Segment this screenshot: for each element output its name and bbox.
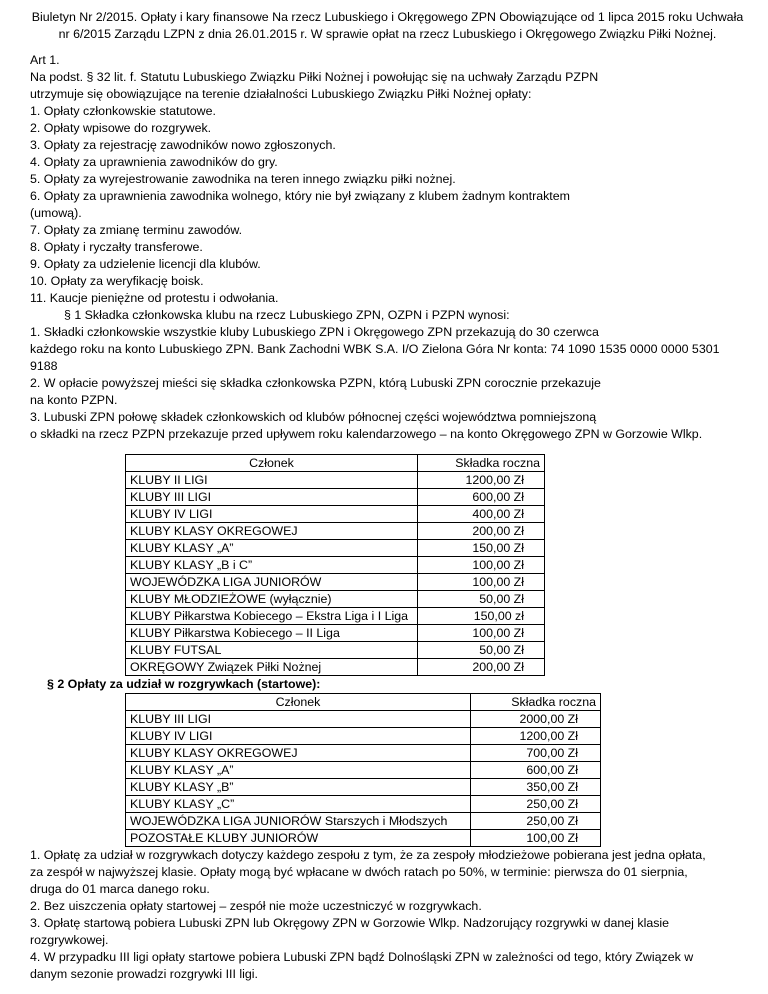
article-line: 2. Opłaty wpisowe do rozgrywek. <box>30 121 212 135</box>
article-1 <box>30 52 745 307</box>
section-1-line: 1. Składki członkowskie wszystkie kluby Lubuskiego ZPN i Okręgowego ZPN przekazują do 30 czerwca <box>30 325 599 339</box>
article-line: 8. Opłaty i ryczałty transferowe. <box>30 240 203 254</box>
fee-cell: 2000,00 Zł <box>471 711 601 728</box>
table-row <box>126 659 545 676</box>
member-cell: KLUBY KLASY „B i C” <box>126 557 418 574</box>
article-line: (umową). <box>30 206 82 220</box>
member-cell: KLUBY IV LIGI <box>126 506 418 523</box>
table-row <box>126 625 545 642</box>
table-row <box>126 472 545 489</box>
table-row <box>126 523 545 540</box>
fee-cell: 150,00 zł <box>418 608 545 625</box>
member-cell: KLUBY Piłkarstwa Kobiecego – II Liga <box>126 625 418 642</box>
article-line: 6. Opłaty za uprawnienia zawodnika wolnego, który nie był związany z klubem żadnym kontraktem <box>30 189 570 203</box>
fee-cell: 600,00 Zł <box>418 489 545 506</box>
table-row <box>126 642 545 659</box>
fee-cell: 250,00 Zł <box>471 813 601 830</box>
document-title: Biuletyn Nr 2/2015. Opłaty i kary finansowe Na rzecz Lubuskiego i Okręgowego ZPN Obowiązujące od 1 lipca 2015 roku Uchwała nr 6/2015 Zarządu LZPN z dnia 26.01.2015 r. W sprawie opłat na rzecz Lubuskiego i Okręgowego Związku Piłki Nożnej. <box>31 10 744 41</box>
member-cell: KLUBY III LIGI <box>126 711 471 728</box>
member-cell: OKRĘGOWY Związek Piłki Nożnej <box>126 659 418 676</box>
section-2-line: 4. W przypadku III ligi opłaty startowe pobiera Lubuski ZPN bądź Dolnośląski ZPN w zależności od tego, który Związek w <box>30 950 694 964</box>
section-2-line: danym sezonie prowadzi rozgrywki III ligi. <box>30 967 258 981</box>
fee-cell: 200,00 Zł <box>418 659 545 676</box>
start-fee-table <box>125 693 601 847</box>
table-row <box>126 608 545 625</box>
fee-cell: 250,00 Zł <box>471 796 601 813</box>
table-row <box>126 813 601 830</box>
table-row <box>126 557 545 574</box>
member-cell: KLUBY KLASY OKREGOWEJ <box>126 523 418 540</box>
member-cell: KLUBY KLASY „A” <box>126 762 471 779</box>
article-line: 11. Kaucje pieniężne od protestu i odwołania. <box>30 291 279 305</box>
fee-cell: 100,00 Zł <box>418 557 545 574</box>
member-column-header: Członek <box>126 694 471 711</box>
table-row <box>126 574 545 591</box>
fee-cell: 1200,00 Zł <box>471 728 601 745</box>
table-row <box>126 591 545 608</box>
section-2-line: druga do 01 marca danego roku. <box>30 882 210 896</box>
article-line: 5. Opłaty za wyrejestrowanie zawodnika na teren innego związku piłki nożnej. <box>30 172 456 186</box>
fee-cell: 100,00 Zł <box>471 830 601 847</box>
table-row <box>126 711 601 728</box>
fee-cell: 100,00 Zł <box>418 625 545 642</box>
table-header-row <box>126 455 545 472</box>
article-line: 3. Opłaty za rejestrację zawodników nowo zgłoszonych. <box>30 138 336 152</box>
table-row <box>126 779 601 796</box>
article-line: 10. Opłaty za weryfikację boisk. <box>30 274 204 288</box>
member-cell: KLUBY IV LIGI <box>126 728 471 745</box>
table-row <box>126 489 545 506</box>
article-line: utrzymuje się obowiązujące na terenie działalności Lubuskiego Związku Piłki Nożnej opłaty: <box>30 87 532 101</box>
section-2-line: 2. Bez uiszczenia opłaty startowej – zespół nie może uczestniczyć w rozgrywkach. <box>30 899 482 913</box>
fee-cell: 100,00 Zł <box>418 574 545 591</box>
member-cell: KLUBY III LIGI <box>126 489 418 506</box>
member-cell: KLUBY KLASY „A” <box>126 540 418 557</box>
member-cell: KLUBY II LIGI <box>126 472 418 489</box>
article-line: Na podst. § 32 lit. f. Statutu Lubuskiego Związku Piłki Nożnej i powołując się na uchwały Zarządu PZPN <box>30 70 599 84</box>
section-1-line: na konto PZPN. <box>30 393 118 407</box>
member-cell: KLUBY MŁODZIEŻOWE (wyłącznie) <box>126 591 418 608</box>
section-2-line: za zespół w najwyższej klasie. Opłaty mogą być wpłacane w dwóch ratach po 50%, w terminie: pierwsza do 01 sierpnia, <box>30 865 688 879</box>
member-cell: POZOSTAŁE KLUBY JUNIORÓW <box>126 830 471 847</box>
table-row <box>126 540 545 557</box>
article-line: 1. Opłaty członkowskie statutowe. <box>30 104 216 118</box>
section-1-line: 2. W opłacie powyższej mieści się składka członkowska PZPN, którą Lubuski ZPN corocznie przekazuje <box>30 376 601 390</box>
fee-cell: 50,00 Zł <box>418 642 545 659</box>
fee-cell: 150,00 Zł <box>418 540 545 557</box>
member-cell: KLUBY KLASY OKREGOWEJ <box>126 745 471 762</box>
section-2-body <box>30 847 745 983</box>
section-2-line: rozgrywkowej. <box>30 933 109 947</box>
membership-fee-table <box>125 454 545 676</box>
fee-cell: 700,00 Zł <box>471 745 601 762</box>
table-row <box>126 762 601 779</box>
table-row <box>126 728 601 745</box>
fee-cell: 400,00 Zł <box>418 506 545 523</box>
fee-cell: 1200,00 Zł <box>418 472 545 489</box>
section-1-line: każdego roku na konto Lubuskiego ZPN. Bank Zachodni WBK S.A. I/O Zielona Góra Nr konta: 74 1090 1535 0000 0000 5301 <box>30 342 720 356</box>
article-line: Art 1. <box>30 53 60 67</box>
member-cell: KLUBY KLASY „C” <box>126 796 471 813</box>
table-row <box>126 745 601 762</box>
table-header-row <box>126 694 601 711</box>
fee-column-header: Składka roczna <box>471 694 601 711</box>
article-line: 4. Opłaty za uprawnienia zawodników do gry. <box>30 155 278 169</box>
member-cell: WOJEWÓDZKA LIGA JUNIORÓW <box>126 574 418 591</box>
member-cell: WOJEWÓDZKA LIGA JUNIORÓW Starszych i Młodszych <box>126 813 471 830</box>
article-line: 9. Opłaty za udzielenie licencji dla klubów. <box>30 257 261 271</box>
section-2-line: 1. Opłatę za udział w rozgrywkach dotyczy każdego zespołu z tym, że za zespoły młodzieżowe pobierana jest jedna opłata, <box>30 848 706 862</box>
section-1-line: 9188 <box>30 359 58 373</box>
article-line: 7. Opłaty za zmianę terminu zawodów. <box>30 223 243 237</box>
member-cell: KLUBY FUTSAL <box>126 642 418 659</box>
fee-cell: 50,00 Zł <box>418 591 545 608</box>
section-1-line: o składki na rzecz PZPN przekazuje przed upływem roku kalendarzowego – na konto Okręgowego ZPN w Gorzowie Wlkp. <box>30 427 703 441</box>
member-column-header: Członek <box>126 455 418 472</box>
fee-cell: 600,00 Zł <box>471 762 601 779</box>
table-row <box>126 796 601 813</box>
section-1-body <box>30 324 745 443</box>
fee-cell: 200,00 Zł <box>418 523 545 540</box>
document-page <box>30 9 745 983</box>
table-row <box>126 506 545 523</box>
table-row <box>126 830 601 847</box>
section-1-heading: § 1 Składka członkowska klubu na rzecz Lubuskiego ZPN, OZPN i PZPN wynosi: <box>64 308 510 322</box>
section-2-line: 3. Opłatę startową pobiera Lubuski ZPN lub Okręgowy ZPN w Gorzowie Wlkp. Nadzorujący rozgrywki w danej klasie <box>30 916 670 930</box>
fee-column-header: Składka roczna <box>418 455 545 472</box>
member-cell: KLUBY KLASY „B” <box>126 779 471 796</box>
section-2-heading: § 2 Opłaty za udział w rozgrywkach (startowe): <box>47 677 321 691</box>
member-cell: KLUBY Piłkarstwa Kobiecego – Ekstra Liga i I Liga <box>126 608 418 625</box>
fee-cell: 350,00 Zł <box>471 779 601 796</box>
section-1-line: 3. Lubuski ZPN połowę składek członkowskich od klubów północnej części województwa pomniejszoną <box>30 410 597 424</box>
